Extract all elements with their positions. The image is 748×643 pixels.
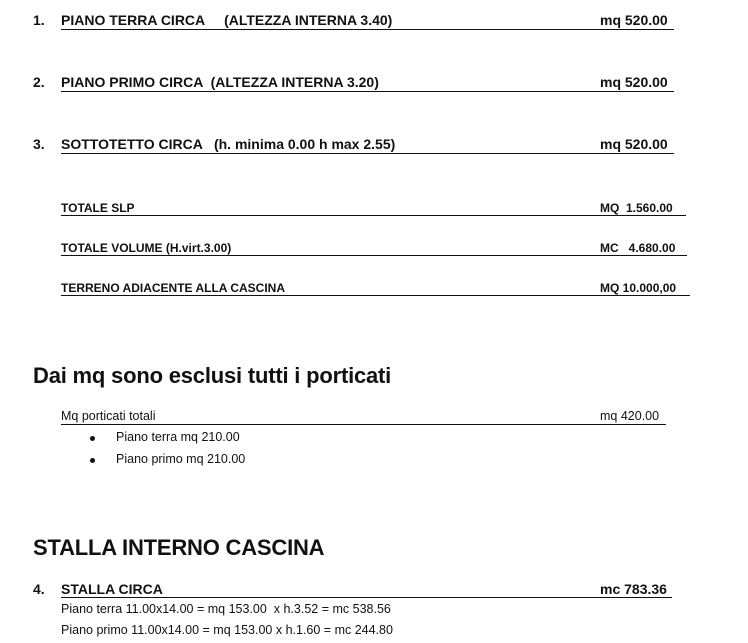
underline	[61, 215, 686, 216]
floor-label: SOTTOTETTO CIRCA (h. minima 0.00 h max 2.55)	[61, 136, 396, 152]
underline	[61, 295, 690, 296]
list-number: 2.	[33, 74, 45, 90]
floor-label: PIANO PRIMO CIRCA (ALTEZZA INTERNA 3.20)	[61, 74, 379, 90]
bullet-icon	[90, 458, 95, 463]
underline	[61, 153, 674, 154]
section-heading: Dai mq sono esclusi tutti i porticati	[33, 363, 392, 388]
underline	[61, 91, 674, 92]
floor-value: mq 520.00	[600, 74, 668, 90]
stalla-detail-line: Piano primo 11.00x14.00 = mq 153.00 x h.1.60 = mc 244.80	[61, 623, 393, 637]
stalla-label: STALLA CIRCA	[61, 581, 163, 597]
porticati-total-value: mq 420.00	[600, 409, 660, 423]
total-value: MQ 10.000,00	[600, 281, 677, 295]
stalla-value: mc 783.36	[600, 581, 667, 597]
list-number: 4.	[33, 581, 45, 597]
bullet-icon	[90, 436, 95, 441]
underline	[61, 424, 666, 425]
floor-value: mq 520.00	[600, 136, 668, 152]
total-label: TOTALE VOLUME (H.virt.3.00)	[61, 241, 232, 255]
underline	[61, 255, 687, 256]
floor-value: mq 520.00	[600, 12, 668, 28]
total-label: TOTALE SLP	[61, 201, 135, 215]
underline	[61, 29, 674, 30]
porticati-total-label: Mq porticati totali	[61, 409, 156, 423]
list-item-text: Piano primo mq 210.00	[116, 452, 246, 466]
underline	[61, 597, 672, 598]
section-heading: STALLA INTERNO CASCINA	[33, 535, 325, 560]
list-item-text: Piano terra mq 210.00	[116, 430, 240, 444]
total-value: MC 4.680.00	[600, 241, 676, 255]
stalla-detail-line: Piano terra 11.00x14.00 = mq 153.00 x h.3.52 = mc 538.56	[61, 602, 391, 616]
total-label: TERRENO ADIACENTE ALLA CASCINA	[61, 281, 285, 295]
list-number: 1.	[33, 12, 45, 28]
list-number: 3.	[33, 136, 45, 152]
floor-label: PIANO TERRA CIRCA (ALTEZZA INTERNA 3.40)	[61, 12, 393, 28]
total-value: MQ 1.560.00	[600, 201, 673, 215]
